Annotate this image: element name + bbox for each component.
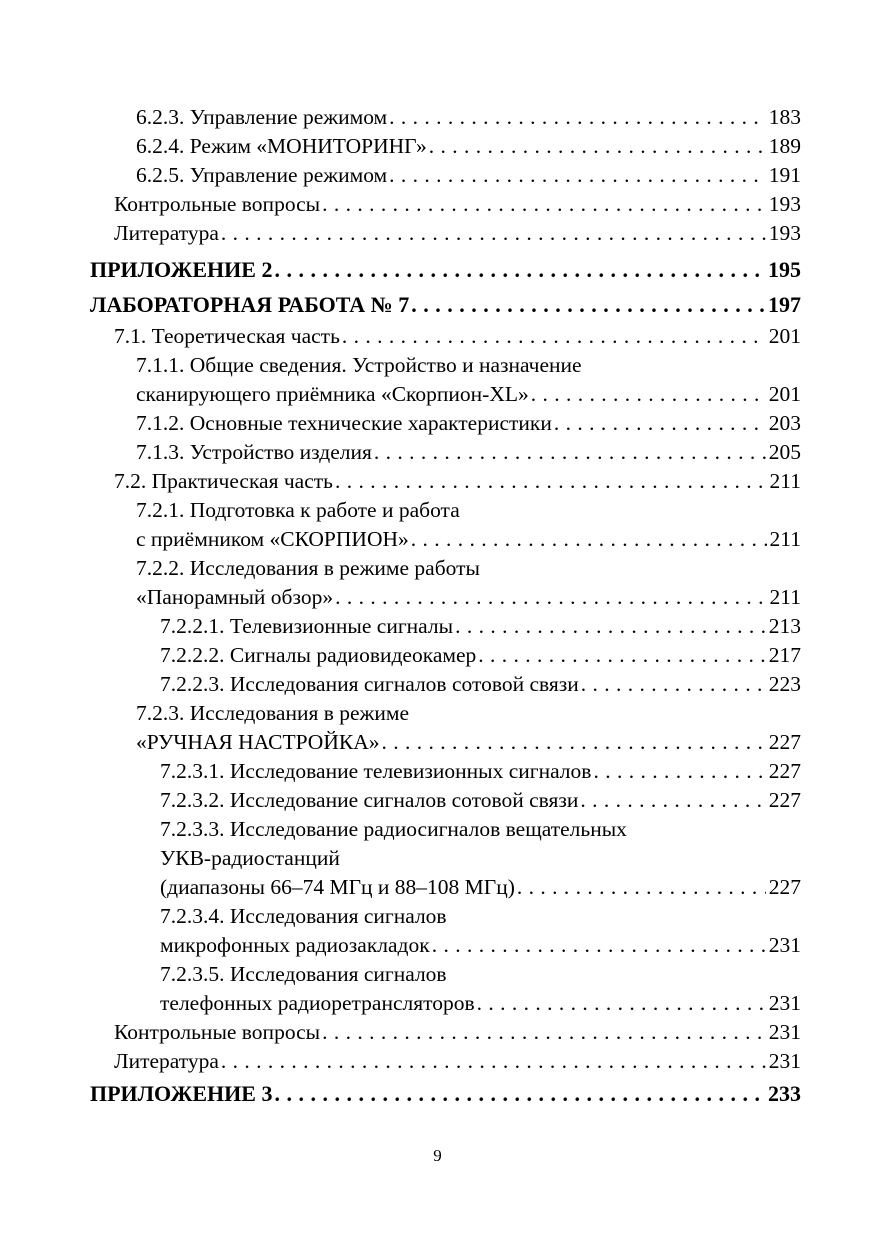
dot-leader [322, 190, 766, 219]
dot-leader [581, 670, 766, 699]
dot-leader [478, 641, 765, 670]
dot-leader [322, 1018, 766, 1047]
toc-entry-title: 7.2.3.2. Исследование сигналов сотовой связи [160, 788, 579, 812]
toc-entry-page: 193 [768, 221, 801, 245]
toc-entry-title: 7.2.2.1. Телевизионные сигналы [160, 614, 454, 638]
toc-entry-page: 211 [769, 527, 801, 551]
toc-entry-title: (диапазоны 66–74 МГц и 88–108 МГц) [160, 875, 515, 899]
toc-entry [0, 132, 875, 161]
toc-entry-page: 197 [768, 292, 801, 317]
toc-entry-title: 7.1.1. Общие сведения. Устройство и назначение [136, 353, 582, 377]
toc-entry-page: 231 [768, 1049, 801, 1073]
toc-entry-page: 183 [768, 105, 801, 129]
toc-entry [0, 786, 875, 815]
toc-entry-line [0, 554, 875, 583]
toc-entry-title: 7.2.3.4. Исследования сигналов [160, 904, 447, 928]
toc-entry [0, 728, 875, 757]
toc-entry-title: микрофонных радиозакладок [160, 933, 430, 957]
dot-leader [455, 612, 766, 641]
dot-leader [274, 255, 765, 284]
dot-leader [389, 103, 766, 132]
toc-entry-page: 217 [768, 643, 801, 667]
toc-entry-title: 6.2.3. Управление режимом [136, 105, 388, 129]
toc-entry [0, 103, 875, 132]
toc-entry-title: 7.1.2. Основные технические характеристики [136, 411, 552, 435]
dot-leader [221, 219, 766, 248]
toc-entry-page: 231 [768, 991, 801, 1015]
toc-entry-line [0, 960, 875, 989]
toc-entry-title: с приёмником «СКОРПИОН» [136, 527, 409, 551]
toc-entry [0, 190, 875, 219]
toc-entry-page: 201 [768, 324, 801, 348]
dot-leader [374, 438, 766, 467]
toc-entry-title: ПРИЛОЖЕНИЕ 2 [90, 257, 273, 282]
toc-entry-page: 203 [768, 411, 801, 435]
toc-entry-title: 7.2.3.1. Исследование телевизионных сигналов [160, 759, 592, 783]
toc-entry-page: 191 [768, 163, 801, 187]
dot-leader [335, 467, 767, 496]
toc-entry-line [0, 902, 875, 931]
toc-entry [0, 583, 875, 612]
toc-entry-title: Литература [114, 221, 219, 245]
toc-entry [0, 1047, 875, 1076]
toc-entry-page: 231 [768, 1020, 801, 1044]
toc-entry-title: «РУЧНАЯ НАСТРОЙКА» [136, 730, 380, 754]
toc-entry [0, 1018, 875, 1047]
toc-lab-entry [0, 290, 875, 319]
toc-entry-title: 7.2.2.3. Исследования сигналов сотовой связи [160, 672, 579, 696]
toc-entry [0, 409, 875, 438]
toc-entry [0, 525, 875, 554]
toc-entry-title: 7.2. Практическая часть [114, 469, 333, 493]
dot-leader [429, 132, 766, 161]
toc-entry-title: 6.2.5. Управление режимом [136, 163, 388, 187]
toc-entry-title: 7.2.3. Исследования в режиме [136, 701, 410, 725]
toc-entry-title: ЛАБОРАТОРНАЯ РАБОТА № 7 [90, 292, 410, 317]
toc-entry [0, 380, 875, 409]
toc-entry [0, 757, 875, 786]
toc-entry [0, 467, 875, 496]
toc-entry-page: 195 [768, 257, 801, 282]
toc-entry-page: 211 [769, 469, 801, 493]
toc-entry [0, 989, 875, 1018]
toc-entry [0, 873, 875, 902]
toc-entry [0, 219, 875, 248]
toc-entry [0, 612, 875, 641]
toc-entry-page: 201 [768, 382, 801, 406]
toc-entry-page: 205 [768, 440, 801, 464]
toc-entry-title: «Панорамный обзор» [136, 585, 334, 609]
toc-entry-title: 7.1.3. Устройство изделия [136, 440, 372, 464]
toc-entry-page: 227 [768, 875, 801, 899]
toc-entry-title: 7.2.2. Исследования в режиме работы [136, 556, 480, 580]
dot-leader [517, 873, 766, 902]
dot-leader [554, 409, 766, 438]
toc-entry-page: 189 [768, 134, 801, 158]
toc-entry-page: 223 [768, 672, 801, 696]
page-number: 9 [433, 1146, 442, 1165]
dot-leader [531, 380, 766, 409]
dot-leader [432, 931, 766, 960]
dot-leader [389, 161, 766, 190]
dot-leader [593, 757, 765, 786]
toc-entry-page: 211 [769, 585, 801, 609]
toc-entry-page: 233 [768, 1081, 801, 1106]
toc-entry-page: 231 [768, 933, 801, 957]
dot-leader [580, 786, 765, 815]
toc-entry [0, 670, 875, 699]
toc-entry-page: 213 [768, 614, 801, 638]
toc-entry-page: 193 [768, 192, 801, 216]
toc-entry-title: сканирующего приёмника «Скорпион-XL» [136, 382, 529, 406]
toc-entry-title: Контрольные вопросы [114, 192, 321, 216]
toc-entry [0, 641, 875, 670]
toc-entry [0, 161, 875, 190]
toc-entry [0, 438, 875, 467]
toc-entry [0, 931, 875, 960]
dot-leader [477, 989, 766, 1018]
toc-entry-title: 7.2.3.3. Исследование радиосигналов вещательных [160, 817, 627, 841]
toc-entry-title: 7.2.3.5. Исследования сигналов [160, 962, 447, 986]
toc-entry-line [0, 351, 875, 380]
dot-leader [411, 290, 765, 319]
toc-entry-title: Контрольные вопросы [114, 1020, 321, 1044]
toc-entry-title: 6.2.4. Режим «МОНИТОРИНГ» [136, 134, 427, 158]
dot-leader [342, 322, 766, 351]
toc-entry [0, 322, 875, 351]
dot-leader [411, 525, 767, 554]
toc-entry-title: УКВ-радиостанций [160, 846, 340, 870]
toc-entry-page: 227 [768, 788, 801, 812]
dot-leader [274, 1079, 765, 1108]
toc-entry-page: 227 [768, 759, 801, 783]
toc-entry-title: 7.1. Теоретическая часть [114, 324, 340, 348]
toc-entry-line [0, 496, 875, 525]
toc-entry-title: 7.2.1. Подготовка к работе и работа [136, 498, 460, 522]
dot-leader [381, 728, 765, 757]
toc-entry-line [0, 844, 875, 873]
toc-entry-title: Литература [114, 1049, 219, 1073]
toc-entry-title: 7.2.2.2. Сигналы радиовидеокамер [160, 643, 477, 667]
toc-entry-line [0, 815, 875, 844]
toc-entry-line [0, 699, 875, 728]
toc-appendix-entry [0, 255, 875, 284]
dot-leader [335, 583, 766, 612]
toc-entry-title: ПРИЛОЖЕНИЕ 3 [90, 1081, 273, 1106]
dot-leader [221, 1047, 766, 1076]
toc-entry-page: 227 [768, 730, 801, 754]
toc-entry-title: телефонных радиоретрансляторов [160, 991, 475, 1015]
toc-appendix-entry [0, 1079, 875, 1108]
